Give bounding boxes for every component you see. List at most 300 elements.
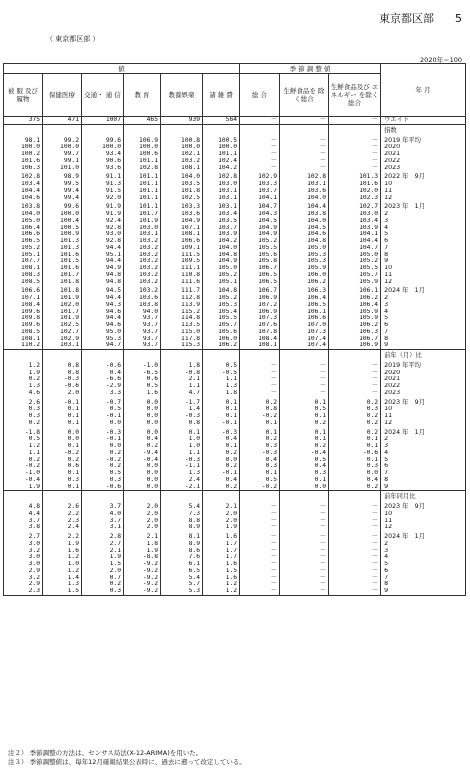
table-cell: 0.0 — [329, 470, 381, 477]
table-row — [4, 211, 466, 218]
table-cell: 1.9 — [4, 370, 43, 377]
table-row — [4, 548, 466, 555]
table-cell: 101.8 — [43, 279, 82, 286]
table-cell: 0.5 — [82, 406, 124, 413]
table-row — [4, 511, 466, 518]
table-cell: -0.5 — [203, 370, 240, 377]
table-row — [4, 561, 466, 568]
table-cell: 1.1 — [161, 383, 203, 390]
table-cell: 94.4 — [82, 258, 124, 265]
table-cell: － — [240, 135, 280, 145]
table-cell: 0.1 — [329, 443, 381, 450]
table-cell: 101.1 — [124, 201, 161, 211]
table-cell: 98.9 — [43, 171, 82, 181]
table-row — [4, 370, 466, 377]
period-cell: 9 — [381, 484, 466, 491]
table-cell: 8.8 — [161, 518, 203, 525]
table-cell: 106.9 — [240, 295, 280, 302]
table-cell: 94.8 — [82, 279, 124, 286]
table-cell: -1.0 — [4, 470, 43, 477]
table-cell: -0.3 — [240, 450, 280, 457]
table-cell: 106.9 — [124, 135, 161, 145]
period-cell: 5 — [381, 457, 466, 464]
period-cell: 8 — [381, 581, 466, 588]
table-cell: 103.1 — [203, 188, 240, 195]
table-cell: 0.1 — [280, 436, 329, 443]
table-cell: -6.6 — [82, 376, 124, 383]
table-cell: 102.0 — [43, 302, 82, 309]
table-cell: － — [240, 541, 280, 548]
table-cell: － — [280, 561, 329, 568]
table-cell: 0.1 — [280, 397, 329, 407]
table-cell: 104.9 — [161, 218, 203, 225]
table-row — [4, 171, 466, 181]
table-cell: － — [240, 370, 280, 377]
table-cell: － — [240, 548, 280, 555]
table-cell: -0.6 — [329, 450, 381, 457]
table-cell: 7.6 — [161, 554, 203, 561]
table-cell: 0.4 — [203, 477, 240, 484]
table-row — [4, 501, 466, 511]
table-cell: 105.2 — [240, 238, 280, 245]
table-cell: 104.2 — [203, 238, 240, 245]
table-cell: 1.9 — [124, 548, 161, 555]
table-cell: 0.0 — [124, 427, 161, 437]
table-cell: 107.0 — [280, 322, 329, 329]
period-cell: 8 — [381, 252, 466, 259]
table-row — [4, 258, 466, 265]
region-label: （ 東京都区部 ） — [46, 35, 100, 43]
table-cell: 91.1 — [82, 171, 124, 181]
table-cell: 1.5 — [203, 568, 240, 575]
table-cell: 104.1 — [240, 195, 280, 202]
table-cell: -1.0 — [124, 360, 161, 370]
table-cell: 91.9 — [82, 211, 124, 218]
col-misc-header: 諸 雑 費 — [203, 74, 240, 117]
table-cell: 103.9 — [329, 225, 381, 232]
table-cell: － — [329, 588, 381, 595]
table-cell: 103.2 — [124, 285, 161, 295]
period-cell: 6 — [381, 463, 466, 470]
table-cell: 101.9 — [124, 218, 161, 225]
table-cell: -0.3 — [203, 427, 240, 437]
table-cell: 0.1 — [43, 443, 82, 450]
table-cell: 103.8 — [4, 201, 43, 211]
period-cell: 9 — [381, 588, 466, 595]
table-cell: 0.5 — [4, 436, 43, 443]
table-cell: 108.1 — [161, 165, 203, 172]
base-note: 2020年＝100 — [420, 56, 462, 64]
table-cell: 1.9 — [4, 484, 43, 491]
table-cell: 103.9 — [203, 231, 240, 238]
table-cell: -0.1 — [203, 470, 240, 477]
period-cell: 2 — [381, 295, 466, 302]
table-cell: － — [329, 383, 381, 390]
table-cell: 5.4 — [161, 501, 203, 511]
table-cell: -0.1 — [82, 436, 124, 443]
table-row — [4, 329, 466, 336]
col-transport-header: 交通・ 通 信 — [82, 74, 124, 117]
table-cell: 103.3 — [240, 181, 280, 188]
table-cell: -9.2 — [124, 561, 161, 568]
table-cell: 1.6 — [203, 575, 240, 582]
table-cell: 94.4 — [82, 315, 124, 322]
period-cell: 2021 — [381, 151, 466, 158]
table-cell: － — [329, 390, 381, 397]
table-cell: 103.7 — [240, 188, 280, 195]
table-cell: 103.1 — [124, 231, 161, 238]
period-cell: 2020 — [381, 144, 466, 151]
period-cell: 4 — [381, 554, 466, 561]
table-cell: 106.5 — [240, 272, 280, 279]
table-cell: 93.7 — [124, 336, 161, 343]
table-row — [4, 518, 466, 525]
table-cell: 101.6 — [43, 252, 82, 259]
table-row — [4, 491, 466, 501]
table-cell: － — [240, 581, 280, 588]
table-cell: -9.2 — [124, 568, 161, 575]
table-row — [4, 124, 466, 134]
table-cell: 8.9 — [161, 524, 203, 531]
period-cell: 12 — [381, 524, 466, 531]
table-cell: － — [329, 554, 381, 561]
table-cell: 2.1 — [124, 531, 161, 541]
table-cell: 106.0 — [203, 336, 240, 343]
table-cell: 101.6 — [4, 158, 43, 165]
table-cell: 105.9 — [329, 279, 381, 286]
table-row — [4, 588, 466, 595]
table-cell: 108.4 — [4, 302, 43, 309]
header-right — [379, 10, 462, 26]
table-row — [4, 181, 466, 188]
table-row — [4, 457, 466, 464]
table-cell: 5.4 — [161, 575, 203, 582]
table-cell: 3.3 — [82, 390, 124, 397]
table-cell: － — [329, 360, 381, 370]
table-cell: 108.4 — [240, 336, 280, 343]
table-cell: 101.1 — [124, 171, 161, 181]
table-cell: 4.7 — [161, 390, 203, 397]
table-cell: 106.5 — [240, 279, 280, 286]
table-row — [4, 484, 466, 491]
table-cell: 103.0 — [124, 225, 161, 232]
table-cell: 1.9 — [82, 554, 124, 561]
table-cell: 2.4 — [43, 524, 82, 531]
table-cell: 104.2 — [203, 165, 240, 172]
period-cell: 7 — [381, 470, 466, 477]
table-cell: -6.5 — [124, 370, 161, 377]
table-cell — [161, 491, 203, 501]
table-cell: 1.5 — [82, 561, 124, 568]
period-cell: 2019 年平均 — [381, 360, 466, 370]
table-row — [4, 195, 466, 202]
table-cell: -0.6 — [43, 383, 82, 390]
table-cell: 0.1 — [43, 484, 82, 491]
table-cell: 0.4 — [124, 436, 161, 443]
table-cell: － — [329, 531, 381, 541]
table-cell: 100.5 — [203, 135, 240, 145]
table-cell: 375 — [4, 117, 43, 125]
table-cell: 1.0 — [161, 436, 203, 443]
table-cell: 2.9 — [4, 568, 43, 575]
table-cell: 0.2 — [280, 443, 329, 450]
table-cell: 1.3 — [161, 470, 203, 477]
table-cell: 0.5 — [203, 360, 240, 370]
table-cell: － — [329, 561, 381, 568]
period-cell: 3 — [381, 548, 466, 555]
table-cell: 0.2 — [329, 413, 381, 420]
header-title: 東京都区部 — [379, 12, 434, 25]
period-cell: 11 — [381, 413, 466, 420]
table-cell: 101.8 — [43, 285, 82, 295]
period-cell: 2022 — [381, 158, 466, 165]
table-cell: 102.7 — [329, 201, 381, 211]
table-cell: 105.6 — [203, 329, 240, 336]
period-cell: 7 — [381, 245, 466, 252]
table-cell: 0.2 — [4, 420, 43, 427]
table-cell — [4, 350, 43, 360]
table-cell: 0.2 — [82, 450, 124, 457]
table-cell: 104.9 — [203, 258, 240, 265]
col-core-core-header: 生鮮食品及び エネルギー を除く総合 — [329, 74, 381, 117]
table-cell: 104.0 — [280, 218, 329, 225]
table-cell: 1.2 — [203, 581, 240, 588]
table-cell: 104.7 — [240, 201, 280, 211]
table-cell: 0.5 — [240, 477, 280, 484]
table-cell: 94.6 — [82, 309, 124, 316]
table-cell: － — [240, 144, 280, 151]
table-cell: 8.6 — [161, 548, 203, 555]
table-cell: 101.7 — [43, 272, 82, 279]
table-row — [4, 436, 466, 443]
table-cell: 1.3 — [4, 383, 43, 390]
period-cell: 2 — [381, 211, 466, 218]
table-cell: 100.0 — [161, 144, 203, 151]
table-cell: 113.9 — [161, 302, 203, 309]
table-cell: － — [280, 511, 329, 518]
table-cell: 103.6 — [124, 295, 161, 302]
table-cell: 3.7 — [82, 501, 124, 511]
table-cell: 0.3 — [240, 443, 280, 450]
period-cell: 10 — [381, 181, 466, 188]
table-row — [4, 336, 466, 343]
table-cell: 0.3 — [329, 463, 381, 470]
table-cell: 111.7 — [161, 285, 203, 295]
table-cell: 99.6 — [82, 135, 124, 145]
table-cell: 0.4 — [82, 370, 124, 377]
table-cell: － — [329, 524, 381, 531]
table-cell: 104.0 — [203, 245, 240, 252]
table-cell: 101.1 — [203, 151, 240, 158]
table-cell: 95.3 — [82, 336, 124, 343]
table-cell: 103.2 — [124, 279, 161, 286]
table-cell: 3.0 — [4, 541, 43, 548]
table-cell — [82, 350, 124, 360]
cpi-table — [3, 63, 466, 596]
table-cell: 7.3 — [161, 511, 203, 518]
table-cell: 0.5 — [124, 383, 161, 390]
table-cell: 104.5 — [240, 218, 280, 225]
table-cell: -0.4 — [4, 477, 43, 484]
table-cell: 106.9 — [240, 309, 280, 316]
table-cell: 103.5 — [203, 218, 240, 225]
table-cell: 103.4 — [4, 181, 43, 188]
table-cell: 105.1 — [4, 252, 43, 259]
table-cell: 107.4 — [280, 336, 329, 343]
table-cell: 101.8 — [161, 188, 203, 195]
period-cell: 2019 年平均 — [381, 135, 466, 145]
table-row — [4, 575, 466, 582]
table-cell: 0.2 — [82, 581, 124, 588]
table-cell: 2.6 — [43, 501, 82, 511]
table-cell: 2.6 — [4, 397, 43, 407]
table-cell: -0.3 — [82, 427, 124, 437]
table-row — [4, 463, 466, 470]
table-cell: － — [280, 541, 329, 548]
table-cell: 102.3 — [329, 195, 381, 202]
table-cell: 1007 — [82, 117, 124, 125]
table-cell: 0.1 — [203, 406, 240, 413]
table-cell: 102.5 — [43, 322, 82, 329]
table-cell: 1.9 — [43, 541, 82, 548]
period-cell: 12 — [381, 420, 466, 427]
table-cell: 111.5 — [161, 252, 203, 259]
table-cell: － — [280, 390, 329, 397]
table-cell: 0.0 — [43, 427, 82, 437]
table-row — [4, 144, 466, 151]
table-cell: 101.9 — [43, 315, 82, 322]
table-cell: 106.4 — [280, 295, 329, 302]
table-cell: 109.6 — [4, 309, 43, 316]
table-cell: 107.1 — [4, 295, 43, 302]
table-cell: － — [329, 568, 381, 575]
table-cell: － — [280, 501, 329, 511]
table-cell: 101.1 — [124, 181, 161, 188]
table-cell: 104.0 — [4, 211, 43, 218]
table-cell: 101.1 — [124, 195, 161, 202]
table-row — [4, 309, 466, 316]
table-cell: 0.0 — [82, 420, 124, 427]
table-cell: -0.1 — [82, 413, 124, 420]
table-cell: － — [240, 588, 280, 595]
table-cell: 106.5 — [4, 238, 43, 245]
table-cell: 0.2 — [329, 420, 381, 427]
col-education-header: 教 育 — [124, 74, 161, 117]
table-cell: 111.1 — [161, 265, 203, 272]
table-cell: 100.4 — [43, 218, 82, 225]
table-cell: 0.5 — [280, 406, 329, 413]
table-cell: 103.4 — [203, 211, 240, 218]
table-cell: 100.0 — [4, 144, 43, 151]
table-cell: 99.4 — [43, 188, 82, 195]
table-cell: 1.2 — [43, 554, 82, 561]
table-cell: 104.4 — [4, 188, 43, 195]
table-cell — [43, 491, 82, 501]
table-cell: － — [280, 581, 329, 588]
table-cell: 5.7 — [161, 581, 203, 588]
table-cell: 114.8 — [161, 315, 203, 322]
table-cell: 108.1 — [240, 342, 280, 349]
table-cell: 0.0 — [124, 477, 161, 484]
period-cell: 10 — [381, 265, 466, 272]
table-cell: 1.7 — [203, 548, 240, 555]
table-cell: 0.0 — [124, 397, 161, 407]
table-cell: 102.9 — [43, 336, 82, 343]
table-cell: 0.2 — [82, 463, 124, 470]
table-row — [4, 302, 466, 309]
table-cell: 91.3 — [82, 181, 124, 188]
table-cell: 0.1 — [203, 413, 240, 420]
table-row — [4, 225, 466, 232]
table-cell: 0.0 — [280, 484, 329, 491]
table-cell: 0.1 — [240, 470, 280, 477]
table-cell: 0.7 — [82, 575, 124, 582]
table-cell: 1.8 — [124, 541, 161, 548]
table-cell: 113.5 — [161, 322, 203, 329]
table-cell: 0.0 — [203, 457, 240, 464]
table-cell: -8.8 — [124, 554, 161, 561]
period-cell: 2 — [381, 541, 466, 548]
table-cell: 94.6 — [82, 322, 124, 329]
table-cell: 110.2 — [4, 342, 43, 349]
table-cell: 0.3 — [4, 413, 43, 420]
table-cell: 106.3 — [4, 165, 43, 172]
table-cell: 102.8 — [203, 171, 240, 181]
table-cell: 103.2 — [161, 158, 203, 165]
table-cell: 1.7 — [203, 541, 240, 548]
period-cell: 5 — [381, 315, 466, 322]
table-cell: 0.2 — [240, 436, 280, 443]
table-cell: 0.3 — [329, 406, 381, 413]
table-cell: 0.5 — [82, 470, 124, 477]
table-cell: 106.1 — [329, 285, 381, 295]
table-cell: 105.2 — [203, 272, 240, 279]
table-cell: -9.2 — [124, 581, 161, 588]
table-cell: -0.1 — [203, 420, 240, 427]
table-cell: － — [329, 135, 381, 145]
table-cell: 0.1 — [43, 406, 82, 413]
table-cell: 117.8 — [161, 336, 203, 343]
table-cell: 103.6 — [161, 211, 203, 218]
table-cell: 0.8 — [43, 360, 82, 370]
table-cell: -0.4 — [124, 457, 161, 464]
table-cell: 105.0 — [4, 218, 43, 225]
period-cell: 2023 — [381, 390, 466, 397]
table-cell: 91.5 — [82, 188, 124, 195]
table-cell: 2.4 — [161, 477, 203, 484]
table-cell: -2.9 — [82, 383, 124, 390]
table-cell — [161, 350, 203, 360]
period-cell: 2021 — [381, 376, 466, 383]
table-cell: 0.3 — [82, 477, 124, 484]
table-cell: 104.7 — [329, 245, 381, 252]
period-cell: 9 — [381, 342, 466, 349]
period-cell: 5 — [381, 231, 466, 238]
table-cell: 0.2 — [329, 427, 381, 437]
col-clothing-header: 被 服 及び履物 — [4, 74, 43, 117]
table-row — [4, 383, 466, 390]
table-row — [4, 554, 466, 561]
table-cell: 110.8 — [161, 272, 203, 279]
table-cell: 98.1 — [4, 135, 43, 145]
table-cell: － — [240, 575, 280, 582]
table-row — [4, 342, 466, 349]
table-cell: 105.9 — [329, 309, 381, 316]
table-cell: 100.0 — [43, 211, 82, 218]
table-row — [4, 427, 466, 437]
table-cell: 92.8 — [82, 238, 124, 245]
table-cell: 0.0 — [124, 420, 161, 427]
